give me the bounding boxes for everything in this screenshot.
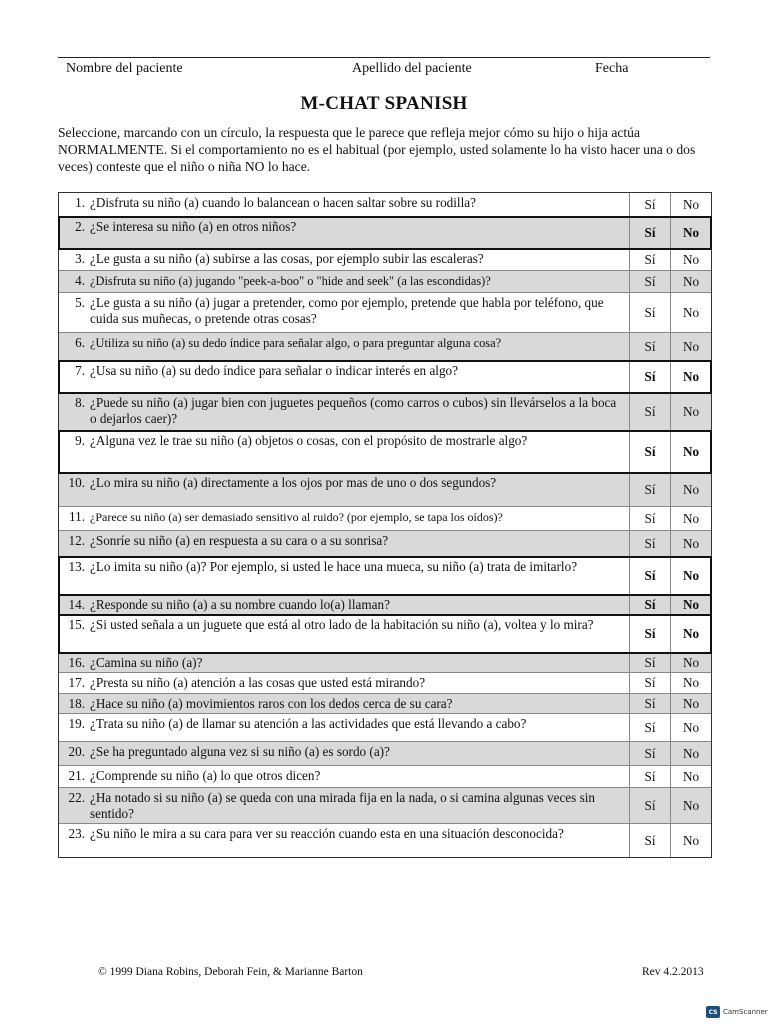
question-row — [59, 333, 711, 361]
question-text: ¿Sonríe su niño (a) en respuesta a su cara o a su sonrisa? — [90, 533, 389, 548]
question-row — [59, 531, 711, 557]
question-row — [59, 271, 711, 293]
answer-yes[interactable]: Sí — [630, 293, 671, 332]
answer-yes[interactable]: Sí — [630, 193, 671, 216]
question-row — [59, 431, 711, 473]
answer-yes[interactable]: Sí — [630, 714, 671, 741]
question-row — [59, 694, 711, 714]
question-text: ¿Parece su niño (a) ser demasiado sensitivo al ruido? (por ejemplo, se tapa los oídos)? — [90, 510, 503, 524]
question-text: ¿Le gusta a su niño (a) jugar a pretender, como por ejemplo, pretende que habla por teléfono, que cuida sus muñecas, o pretende otras cosas? — [90, 295, 604, 326]
last-name-label: Apellido del paciente — [352, 61, 472, 76]
question-cell — [59, 393, 630, 430]
revision-label: Rev 4.2.2013 — [642, 966, 704, 978]
question-cell — [59, 824, 630, 857]
question-number: 7. — [75, 363, 85, 378]
question-cell — [59, 615, 630, 652]
answer-yes[interactable]: Sí — [630, 217, 671, 248]
question-text: ¿Lo imita su niño (a)? Por ejemplo, si usted le hace una mueca, su niño (a) trata de imitarlo? — [90, 559, 578, 574]
answer-no[interactable]: No — [682, 719, 700, 735]
question-number: 21. — [68, 768, 85, 783]
question-text: ¿Utiliza su niño (a) su dedo índice para señalar algo, o para preguntar alguna cosa? — [90, 336, 502, 350]
question-number: 16. — [68, 655, 85, 670]
answer-no[interactable]: No — [682, 654, 700, 670]
question-row — [59, 393, 711, 431]
question-cell — [59, 217, 630, 248]
question-text: ¿Su niño le mira a su cara para ver su reacción cuando esta en una situación desconocida? — [90, 826, 564, 841]
answer-no[interactable]: No — [682, 338, 700, 354]
answer-yes[interactable]: Sí — [630, 673, 671, 693]
question-row — [59, 595, 711, 615]
question-text: ¿Usa su niño (a) su dedo índice para señalar o indicar interés en algo? — [90, 363, 459, 378]
instructions: Seleccione, marcando con un círculo, la respuesta que le parece que refleja mejor cómo su hijo o hija actúa NORMALMENTE. Si el comportamiento no es el habitual (por ejemplo, usted solamente lo ha visto hacer una o dos veces) conteste que el niño o niña NO lo hace. — [58, 125, 696, 174]
question-number: 9. — [75, 433, 85, 448]
answer-no[interactable]: No — [682, 443, 700, 459]
question-cell — [59, 557, 630, 594]
answer-yes[interactable]: Sí — [630, 653, 671, 672]
question-row — [59, 217, 711, 249]
question-text: ¿Puede su niño (a) jugar bien con juguetes pequeños (como carros o cubos) sin llevárselos a la boca o dejarlos caer)? — [90, 395, 617, 426]
question-number: 1. — [75, 195, 85, 210]
question-number: 17. — [68, 675, 85, 690]
question-text: ¿Se ha preguntado alguna vez si su niño (a) es sordo (a)? — [90, 744, 390, 759]
question-cell — [59, 293, 630, 332]
answer-no[interactable]: No — [682, 567, 700, 583]
question-cell — [59, 333, 630, 360]
answer-no[interactable]: No — [682, 403, 700, 419]
answer-yes[interactable]: Sí — [630, 473, 671, 506]
question-text: ¿Responde su niño (a) a su nombre cuando lo(a) llaman? — [90, 597, 390, 612]
answer-yes[interactable]: Sí — [630, 249, 671, 270]
answer-no[interactable]: No — [682, 675, 700, 690]
date-label: Fecha — [595, 61, 629, 76]
page-title: M-CHAT SPANISH — [300, 93, 468, 114]
answer-no[interactable]: No — [682, 251, 700, 267]
answer-yes[interactable]: Sí — [630, 431, 671, 472]
question-number: 11. — [69, 509, 85, 524]
question-cell — [59, 694, 630, 713]
question-number: 10. — [68, 475, 85, 490]
question-number: 19. — [68, 716, 85, 731]
question-row — [59, 714, 711, 742]
question-text: ¿Hace su niño (a) movimientos raros con los dedos cerca de su cara? — [90, 696, 453, 711]
answer-no[interactable]: No — [682, 625, 700, 641]
camscanner-label: CamScanner — [723, 1008, 768, 1016]
answer-yes[interactable]: Sí — [630, 361, 671, 392]
question-row — [59, 249, 711, 271]
answer-no[interactable]: No — [682, 481, 700, 497]
answer-no[interactable]: No — [682, 304, 700, 320]
answer-yes[interactable]: Sí — [630, 766, 671, 787]
question-cell — [59, 193, 630, 216]
answer-no[interactable]: No — [682, 224, 700, 240]
answer-yes[interactable]: Sí — [630, 694, 671, 713]
question-cell — [59, 742, 630, 765]
answer-no[interactable]: No — [682, 695, 700, 711]
answer-yes[interactable]: Sí — [630, 742, 671, 765]
answer-no[interactable]: No — [682, 832, 700, 848]
question-cell — [59, 507, 630, 530]
question-row — [59, 615, 711, 653]
question-number: 3. — [75, 251, 85, 266]
question-text: ¿Presta su niño (a) atención a las cosas que usted está mirando? — [90, 675, 426, 690]
answer-yes[interactable]: Sí — [630, 615, 671, 652]
question-number: 13. — [68, 559, 85, 574]
question-text: ¿Le gusta a su niño (a) subirse a las cosas, por ejemplo subir las escaleras? — [90, 251, 484, 266]
camscanner-badge — [706, 1006, 768, 1018]
answer-yes[interactable]: Sí — [630, 333, 671, 360]
question-text: ¿Disfruta su niño (a) cuando lo balancean o hacen saltar sobre su rodilla? — [90, 195, 476, 210]
question-text: ¿Trata su niño (a) de llamar su atención a las actividades que está llevando a cabo? — [90, 716, 527, 731]
question-cell — [59, 531, 630, 556]
answer-no[interactable]: No — [682, 368, 700, 384]
answer-no[interactable]: No — [682, 797, 700, 813]
question-number: 5. — [75, 295, 85, 310]
question-text: ¿Ha notado si su niño (a) se queda con una mirada fija en la nada, o si camina algunas veces sin sentido? — [90, 790, 595, 821]
answer-yes[interactable]: Sí — [630, 393, 671, 430]
answer-yes[interactable]: Sí — [630, 507, 671, 530]
answer-yes[interactable]: Sí — [630, 557, 671, 594]
question-text: ¿Comprende su niño (a) lo que otros dicen? — [90, 768, 321, 783]
answer-no[interactable]: No — [682, 196, 700, 212]
question-number: 2. — [75, 219, 85, 234]
question-text: ¿Camina su niño (a)? — [90, 655, 203, 670]
first-name-label: Nombre del paciente — [66, 61, 183, 76]
signature-line — [58, 57, 710, 58]
question-row — [59, 557, 711, 595]
answer-no[interactable]: No — [682, 596, 700, 612]
question-number: 12. — [68, 533, 85, 548]
question-row — [59, 653, 711, 673]
answer-no[interactable]: No — [682, 768, 700, 784]
question-cell — [59, 653, 630, 672]
copyright-notice: © 1999 Diana Robins, Deborah Fein, & Marianne Barton — [98, 966, 363, 978]
question-row — [59, 673, 711, 694]
question-text: ¿Se interesa su niño (a) en otros niños? — [90, 219, 297, 234]
answer-yes[interactable]: Sí — [630, 271, 671, 292]
question-number: 22. — [68, 790, 85, 805]
answer-no[interactable]: No — [682, 273, 700, 289]
question-text: ¿Alguna vez le trae su niño (a) objetos o cosas, con el propósito de mostrarle algo? — [90, 433, 528, 448]
question-row — [59, 788, 711, 824]
answer-no[interactable]: No — [682, 535, 700, 551]
question-row — [59, 742, 711, 766]
question-cell — [59, 431, 630, 472]
question-cell — [59, 714, 630, 741]
answer-yes[interactable]: Sí — [630, 824, 671, 857]
question-cell — [59, 249, 630, 270]
question-number: 6. — [75, 335, 85, 350]
question-cell — [59, 473, 630, 506]
question-text: ¿Lo mira su niño (a) directamente a los ojos por mas de uno o dos segundos? — [90, 475, 497, 490]
question-cell — [59, 788, 630, 823]
question-row — [59, 824, 711, 857]
question-number: 8. — [75, 395, 85, 410]
question-row — [59, 473, 711, 507]
questionnaire-table — [58, 192, 712, 858]
question-number: 15. — [68, 617, 85, 632]
question-row — [59, 507, 711, 531]
answer-no[interactable]: No — [682, 510, 700, 526]
question-text: ¿Disfruta su niño (a) jugando "peek-a-boo" o "hide and seek" (a las escondidas)? — [90, 274, 491, 288]
question-cell — [59, 673, 630, 693]
question-number: 14. — [68, 597, 85, 612]
question-number: 18. — [68, 696, 85, 711]
question-cell — [59, 271, 630, 292]
question-text: ¿Si usted señala a un juguete que está al otro lado de la habitación su niño (a), voltea y lo mira? — [90, 617, 594, 632]
answer-no[interactable]: No — [682, 745, 700, 761]
question-cell — [59, 595, 630, 614]
question-row — [59, 193, 711, 217]
question-row — [59, 766, 711, 788]
answer-yes[interactable]: Sí — [630, 788, 671, 823]
question-number: 20. — [68, 744, 85, 759]
camscanner-logo-icon: CS — [706, 1006, 720, 1018]
question-row — [59, 361, 711, 393]
question-number: 23. — [68, 826, 85, 841]
question-cell — [59, 361, 630, 392]
question-cell — [59, 766, 630, 787]
question-number: 4. — [75, 273, 85, 288]
question-row — [59, 293, 711, 333]
answer-yes[interactable]: Sí — [630, 595, 671, 614]
answer-yes[interactable]: Sí — [630, 531, 671, 556]
